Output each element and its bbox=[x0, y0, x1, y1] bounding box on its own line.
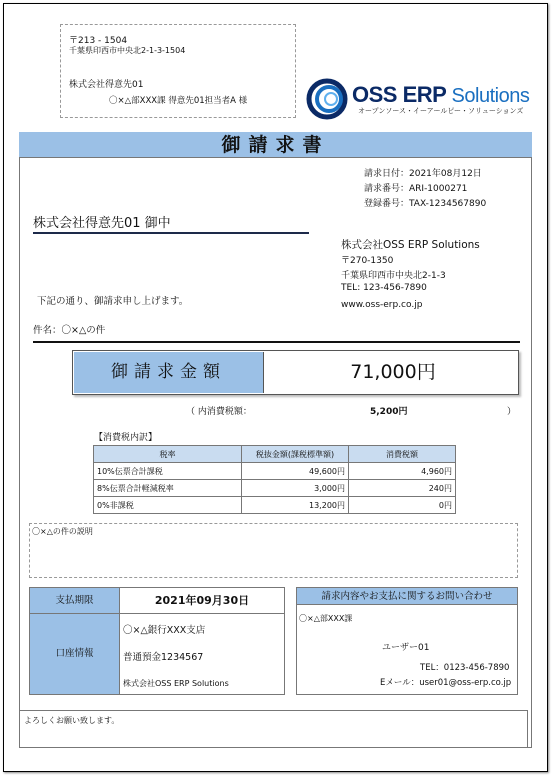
tax-line-close: ） bbox=[507, 407, 517, 417]
tax-rate-cell: 0%非課税 bbox=[94, 497, 242, 514]
taxable-amount-cell: 3,000円 bbox=[242, 480, 349, 497]
subject-underline bbox=[33, 341, 520, 343]
tax-line-open: （ 内消費税額： bbox=[186, 407, 252, 417]
inquiry-user: ユーザー01 bbox=[382, 643, 430, 653]
table-row bbox=[94, 497, 456, 514]
issuer-zip: 〒270-1350 bbox=[341, 256, 394, 266]
table-header-row bbox=[94, 446, 456, 463]
issuer-address: 千葉県印西市中央北2-1-3 bbox=[341, 271, 446, 281]
issuer-web: www.oss-erp.co.jp bbox=[341, 300, 423, 310]
subject-text: 件名：〇×△の件 bbox=[33, 325, 106, 336]
logo-text bbox=[352, 82, 529, 108]
column-header: 税抜金額(課税標準額) bbox=[242, 446, 349, 463]
table-row bbox=[94, 463, 456, 480]
issuer-name: 株式会社OSS ERP Solutions bbox=[341, 239, 480, 251]
recipient-person: 〇×△部XXX課 得意先01担当者A 様 bbox=[109, 96, 248, 106]
deadline-value: 2021年09月30日 bbox=[120, 588, 284, 614]
column-header: 税率 bbox=[94, 446, 242, 463]
registration-number: 登録番号：TAX-1234567890 bbox=[364, 199, 487, 209]
invoice-number: 請求番号：ARI-1000271 bbox=[364, 184, 468, 194]
recipient-address-box bbox=[60, 24, 296, 118]
recipient-address: 千葉県印西市中央北2-1-3-1504 bbox=[69, 46, 186, 55]
inquiry-email: Eメール：user01@oss-erp.co.jp bbox=[380, 678, 512, 688]
footer-box bbox=[19, 710, 528, 748]
intro-text: 下記の通り、御請求申し上げます。 bbox=[37, 296, 189, 307]
inquiry-tel: TEL：0123-456-7890 bbox=[420, 663, 510, 673]
invoice-title: 御請求書 bbox=[19, 132, 532, 158]
tax-amount-cell: 0円 bbox=[349, 497, 456, 514]
inquiry-title: 請求内容やお支払に関するお問い合わせ bbox=[297, 588, 517, 605]
tax-rate-cell: 8%伝票合計軽減税率 bbox=[94, 480, 242, 497]
table-row bbox=[94, 480, 456, 497]
total-label: 御請求金額 bbox=[74, 352, 264, 393]
column-header: 消費税額 bbox=[349, 446, 456, 463]
description-box bbox=[29, 523, 518, 578]
inquiry-department: 〇×△部XXX課 bbox=[299, 614, 353, 623]
tax-amount-cell: 240円 bbox=[349, 480, 456, 497]
logo-main: OSS ERP bbox=[352, 82, 446, 107]
description-text: 〇×△の件の説明 bbox=[32, 527, 93, 536]
taxable-amount-cell: 13,200円 bbox=[242, 497, 349, 514]
recipient-zip: 〒213 - 1504 bbox=[69, 36, 128, 46]
tax-breakdown-table bbox=[93, 445, 456, 514]
invoice-date: 請求日付：2021年08月12日 bbox=[364, 169, 482, 179]
taxable-amount-cell: 49,600円 bbox=[242, 463, 349, 480]
client-underline bbox=[33, 232, 309, 234]
account-label: 口座情報 bbox=[30, 614, 120, 694]
deadline-label: 支払期限 bbox=[30, 588, 120, 614]
logo-ring-icon bbox=[306, 78, 348, 120]
account-holder: 株式会社OSS ERP Solutions bbox=[123, 679, 229, 688]
breakdown-title: 【消費税内訳】 bbox=[94, 433, 158, 443]
tax-amount: 5,200円 bbox=[370, 407, 408, 417]
client-name: 株式会社得意先01 御中 bbox=[33, 216, 171, 231]
tax-amount-cell: 4,960円 bbox=[349, 463, 456, 480]
recipient-company: 株式会社得意先01 bbox=[69, 80, 144, 90]
issuer-tel: TEL: 123-456-7890 bbox=[341, 283, 427, 293]
tax-rate-cell: 10%伝票合計課税 bbox=[94, 463, 242, 480]
logo-tagline: オープンソース・イーアールピー・ソリューションズ bbox=[358, 107, 524, 115]
bank-name: 〇×△銀行XXX支店 bbox=[123, 625, 206, 636]
logo-accent: Solutions bbox=[451, 85, 530, 107]
footer-text: よろしくお願い致します。 bbox=[24, 716, 120, 725]
total-amount: 71,000円 bbox=[350, 361, 436, 383]
account-number: 普通預金1234567 bbox=[123, 652, 204, 663]
